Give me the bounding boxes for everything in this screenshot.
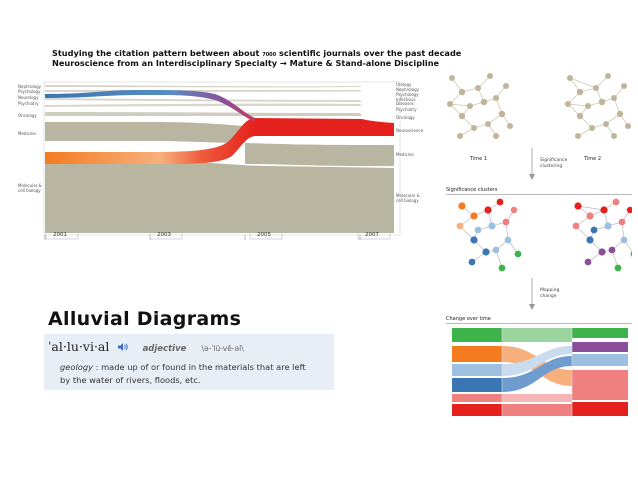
neuroscience-flow-right bbox=[250, 118, 394, 136]
step1-line2: clustering bbox=[540, 164, 563, 169]
definition-line-1 bbox=[60, 362, 306, 372]
medicine-flow-left bbox=[45, 122, 245, 143]
definition-text-1: : made up of or found in the materials that are left bbox=[93, 362, 306, 372]
left-label-psychology: Psychology bbox=[18, 89, 41, 94]
right-label-psychiatry: Psychiatry bbox=[396, 107, 417, 112]
network-graphs-time1-time2 bbox=[440, 66, 632, 156]
oncology-flow bbox=[45, 112, 362, 116]
step1-line1: Significance bbox=[540, 158, 568, 163]
clusters-heading: Significance clusters bbox=[446, 187, 498, 193]
psychology-flow bbox=[45, 90, 362, 92]
right-label-psychology: Psychology bbox=[396, 92, 419, 97]
right-label-diseases: Diseases bbox=[396, 101, 414, 106]
year-2003: 2003 bbox=[157, 232, 171, 238]
clusters-divider bbox=[446, 194, 632, 195]
pronunciation: \ə-ˈlü-vē-əl\ bbox=[201, 344, 244, 353]
time2-label: Time 2 bbox=[584, 156, 602, 162]
left-label-medicine: Medicine bbox=[18, 131, 36, 136]
network-nodes-time1 bbox=[447, 73, 513, 139]
molecular-biology-flow bbox=[45, 161, 394, 233]
definition-line-2: by the water of rivers, floods, etc. bbox=[60, 375, 201, 385]
network-nodes-time2 bbox=[565, 73, 631, 139]
network-edges-time1 bbox=[450, 76, 510, 136]
left-label-neurology: Neurology bbox=[18, 95, 39, 100]
year-2005: 2005 bbox=[257, 232, 271, 238]
nephrology-flow bbox=[45, 85, 362, 87]
right-label-medicine: Medicine bbox=[396, 152, 414, 157]
change-heading: Change over time bbox=[446, 316, 491, 322]
year-2001: 2001 bbox=[53, 232, 67, 238]
right-label-cell-biology: cell biology bbox=[396, 198, 419, 203]
left-label-psychiatry: Psychiatry bbox=[18, 101, 39, 106]
infectious-flow bbox=[45, 104, 362, 107]
step2-line1: Mapping bbox=[540, 288, 560, 293]
change-divider bbox=[446, 323, 632, 324]
figure-title-line-1 bbox=[52, 48, 461, 58]
speaker-icon[interactable] bbox=[117, 342, 129, 352]
title-prefix: Studying the citation pattern between about bbox=[52, 48, 263, 58]
psychiatry-flow bbox=[45, 98, 362, 102]
cluster-nodes-time2 bbox=[573, 199, 632, 272]
headword: ˈal·lu·vi·al bbox=[48, 339, 110, 354]
left-label-molecular: Molecular & bbox=[18, 183, 42, 188]
part-of-speech: adjective bbox=[142, 344, 187, 354]
right-label-neuroscience: Neuroscience bbox=[396, 128, 424, 133]
right-label-nephrology: Nephrology bbox=[396, 87, 419, 92]
down-arrow-icon bbox=[528, 148, 536, 182]
right-label-urology: Urology bbox=[396, 82, 412, 87]
year-2007: 2007 bbox=[365, 232, 379, 238]
right-label-molecular: Molecular & bbox=[396, 193, 420, 198]
right-label-infectious: Infectious bbox=[396, 97, 416, 102]
title-journal-count: 7000 bbox=[262, 52, 277, 58]
step2-line2: change bbox=[540, 294, 557, 299]
down-arrow-icon-2 bbox=[528, 278, 536, 312]
figure-title-line-2: Neuroscience from an Interdisciplinary Specialty → Mature & Stand-alone Discipline bbox=[52, 58, 440, 68]
left-label-cell-biology: cell biology bbox=[18, 188, 41, 193]
left-label-nephrology: Nephrology bbox=[18, 84, 41, 89]
network-edges-time2 bbox=[568, 76, 628, 136]
left-label-oncology: Oncology bbox=[18, 113, 37, 118]
time1-label: Time 1 bbox=[470, 156, 488, 162]
right-label-oncology: Oncology bbox=[396, 115, 415, 120]
title-suffix: scientific journals over the past decade bbox=[276, 48, 462, 58]
definition-domain: geology bbox=[60, 362, 94, 372]
dictionary-headline bbox=[48, 336, 244, 355]
dictionary-entry bbox=[44, 334, 334, 390]
cluster-network-graphs bbox=[448, 196, 632, 278]
medicine-flow-right bbox=[245, 143, 394, 166]
alluvial-neuroscience-diagram bbox=[10, 70, 430, 252]
change-over-time-alluvial bbox=[452, 326, 628, 418]
section-heading: Alluvial Diagrams bbox=[48, 308, 242, 330]
